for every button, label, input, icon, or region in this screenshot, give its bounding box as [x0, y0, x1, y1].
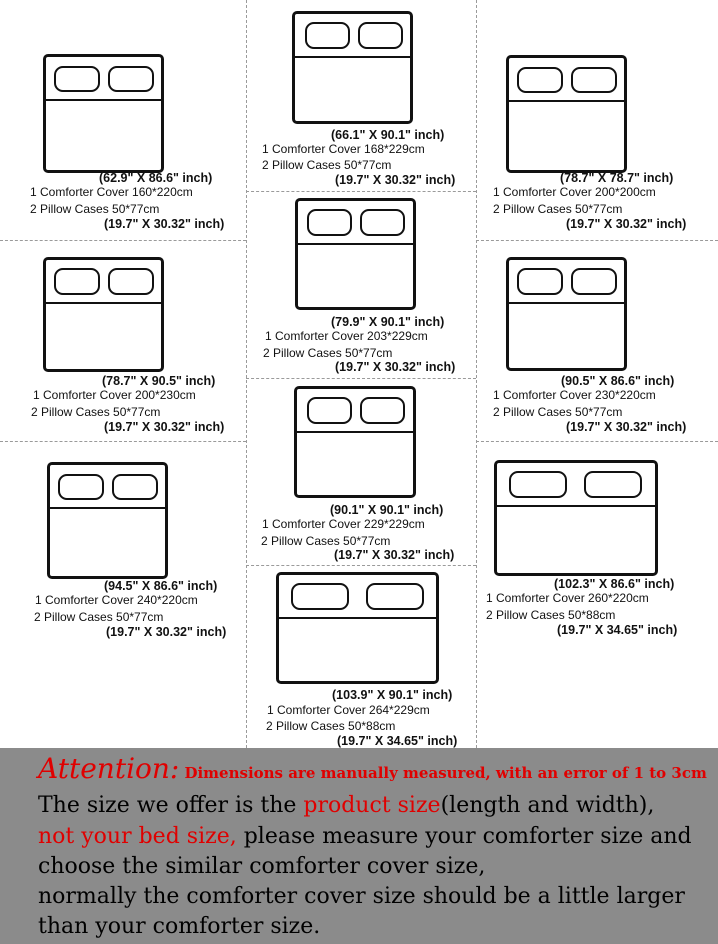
pillow-case-size: 2 Pillow Cases 50*77cm: [261, 534, 391, 548]
bed-icon: [506, 55, 627, 173]
bed-icon: [506, 257, 627, 371]
pillow-case-size: 2 Pillow Cases 50*77cm: [263, 346, 393, 360]
divider-row: [476, 240, 718, 241]
bed-dimension: (102.3" X 86.6" inch): [554, 577, 675, 591]
pillow-case-dimension: (19.7" X 34.65" inch): [337, 734, 458, 748]
attention-subtitle: Dimensions are manually measured, with an error of 1 to 3cm: [184, 764, 707, 782]
divider-right: [476, 0, 477, 748]
divider-row: [246, 565, 476, 566]
pillow-case-dimension: (19.7" X 30.32" inch): [104, 217, 225, 231]
pillow-case-size: 2 Pillow Cases 50*88cm: [266, 719, 396, 733]
bed-icon: [294, 386, 416, 498]
comforter-cover-size: 1 Comforter Cover 203*229cm: [265, 329, 428, 343]
bed-dimension: (78.7" X 78.7" inch): [560, 171, 674, 185]
attention-title: Attention:: [38, 752, 180, 785]
pillow-case-dimension: (19.7" X 30.32" inch): [566, 420, 687, 434]
bed-dimension: (90.1" X 90.1" inch): [330, 503, 444, 517]
comforter-cover-size: 1 Comforter Cover 200*230cm: [33, 388, 196, 402]
pillow-case-size: 2 Pillow Cases 50*77cm: [262, 158, 392, 172]
bed-dimension: (66.1" X 90.1" inch): [331, 128, 445, 142]
pillow-case-dimension: (19.7" X 30.32" inch): [104, 420, 225, 434]
notice-text: The size we offer is the: [38, 793, 304, 818]
divider-row: [246, 378, 476, 379]
bed-dimension: (79.9" X 90.1" inch): [331, 315, 445, 329]
notice-line: than your comforter size.: [38, 914, 321, 939]
comforter-cover-size: 1 Comforter Cover 230*220cm: [493, 388, 656, 402]
pillow-case-size: 2 Pillow Cases 50*88cm: [486, 608, 616, 622]
pillow-case-size: 2 Pillow Cases 50*77cm: [34, 610, 164, 624]
notice-line: normally the comforter cover size should be a little larger: [38, 884, 685, 909]
pillow-case-size: 2 Pillow Cases 50*77cm: [31, 405, 161, 419]
comforter-cover-size: 1 Comforter Cover 260*220cm: [486, 591, 649, 605]
pillow-case-size: 2 Pillow Cases 50*77cm: [493, 405, 623, 419]
divider-row: [0, 441, 246, 442]
pillow-case-dimension: (19.7" X 30.32" inch): [566, 217, 687, 231]
bed-size-highlight: not your bed size,: [38, 824, 237, 849]
pillow-case-dimension: (19.7" X 30.32" inch): [106, 625, 227, 639]
bed-icon: [276, 572, 439, 684]
divider-row: [476, 441, 718, 442]
bed-icon: [295, 198, 416, 310]
pillow-case-dimension: (19.7" X 34.65" inch): [557, 623, 678, 637]
pillow-case-dimension: (19.7" X 30.32" inch): [334, 548, 455, 562]
pillow-case-dimension: (19.7" X 30.32" inch): [335, 360, 456, 374]
divider-row: [0, 240, 246, 241]
bed-icon: [43, 257, 164, 372]
notice-line: [38, 824, 692, 849]
bed-icon: [494, 460, 658, 576]
divider-row: [246, 191, 476, 192]
comforter-cover-size: 1 Comforter Cover 229*229cm: [262, 517, 425, 531]
divider-left: [246, 0, 247, 748]
comforter-cover-size: 1 Comforter Cover 264*229cm: [267, 703, 430, 717]
product-size-highlight: product size: [303, 793, 441, 818]
comforter-cover-size: 1 Comforter Cover 200*200cm: [493, 185, 656, 199]
comforter-cover-size: 1 Comforter Cover 168*229cm: [262, 142, 425, 156]
attention-notice: [0, 748, 718, 944]
pillow-case-size: 2 Pillow Cases 50*77cm: [30, 202, 160, 216]
notice-line: choose the similar comforter cover size,: [38, 854, 486, 879]
notice-text: (length and width),: [440, 793, 655, 818]
notice-heading: [38, 752, 707, 785]
bed-dimension: (103.9" X 90.1" inch): [332, 688, 453, 702]
pillow-case-dimension: (19.7" X 30.32" inch): [335, 173, 456, 187]
notice-line: [38, 793, 654, 818]
bed-dimension: (94.5" X 86.6" inch): [104, 579, 218, 593]
comforter-cover-size: 1 Comforter Cover 240*220cm: [35, 593, 198, 607]
bed-icon: [292, 11, 413, 124]
bed-dimension: (62.9" X 86.6" inch): [99, 171, 213, 185]
bed-icon: [47, 462, 168, 579]
comforter-cover-size: 1 Comforter Cover 160*220cm: [30, 185, 193, 199]
bed-dimension: (90.5" X 86.6" inch): [561, 374, 675, 388]
notice-text: please measure your comforter size and: [236, 824, 692, 849]
pillow-case-size: 2 Pillow Cases 50*77cm: [493, 202, 623, 216]
bed-icon: [43, 54, 164, 173]
bed-dimension: (78.7" X 90.5" inch): [102, 374, 216, 388]
